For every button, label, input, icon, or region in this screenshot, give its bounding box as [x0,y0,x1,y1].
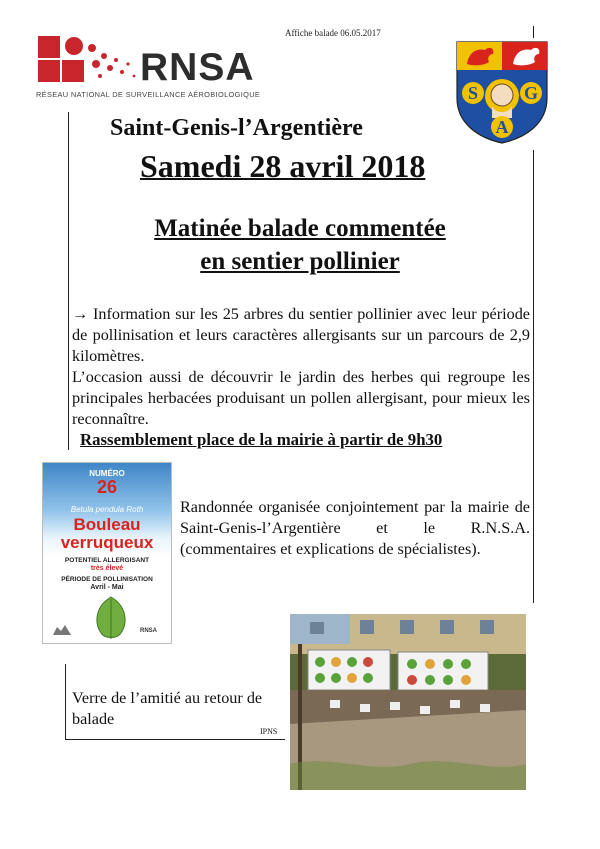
gathering-info: Rassemblement place de la mairie à partir de 9h30 [80,430,443,449]
rnsa-logo-mark [36,34,140,90]
rnsa-logo-tagline: RÉSEAU NATIONAL DE SURVEILLANCE AÉROBIOLOGIQUE [36,90,261,99]
poster-reference: Affiche balade 06.05.2017 [285,28,381,38]
booklet-potential-label: POTENTIEL ALLERGISANT [64,557,150,564]
booklet-latin-name: Betula pendula Roth [70,505,144,514]
booklet-map-icon [51,623,73,637]
booklet-name-line-2: verruqueux [60,533,154,552]
rnsa-logo-word: RNSA [140,46,255,89]
booklet-potential-level: très élevé [90,565,124,572]
crest-letter-g: G [523,83,538,103]
booklet-rnsa-logo: RNSA [140,628,158,634]
frame-bottom-left-h [65,739,285,740]
town-coat-of-arms [455,40,549,144]
ipns-mark: IPNS [260,727,278,736]
event-date: Samedi 28 avril 2018 [140,148,426,184]
herb-garden-photo [290,614,526,790]
garden-paragraph: L’occasion aussi de découvrir le jardin des herbes qui regroupe les principales herbacées produisant un pollen allergisant, pour mieux les reconnaître. [72,368,530,428]
event-title-line-2: en sentier pollinier [200,248,400,275]
booklet-name-line-1: Bouleau [73,515,141,534]
frame-top-right [533,26,534,38]
crest-letter-s: S [467,83,478,103]
booklet-number-label: NUMÉRO [89,469,125,478]
info-paragraph: → Information sur les 25 arbres du sentier pollinier avec leur période de pollinisation et leurs caractères allergisants sur un parcours de 2,9 kilomètres. [72,305,530,365]
frame-bottom-left-v [65,664,66,740]
location-title: Saint-Genis-l’Argentière [110,115,363,141]
rnsa-logo [36,34,276,104]
booklet-number: 26 [96,477,118,497]
booklet-cover [42,462,172,644]
frame-left [68,112,69,450]
crest-letter-a: A [495,117,509,137]
organisation-paragraph: Randonnée organisée conjointement par la mairie de Saint-Genis-l’Argentière et le R.N.S.A. (commentaires et explications de spécialistes). [180,498,530,558]
booklet-period-label: PÉRIODE DE POLLINISATION [61,576,153,583]
birch-leaf-icon [91,595,131,641]
closing-note: Verre de l’amitié au retour de balade [72,689,263,728]
event-title-line-1: Matinée balade commentée [154,215,446,242]
booklet-period: Avril - Mai [90,584,124,591]
